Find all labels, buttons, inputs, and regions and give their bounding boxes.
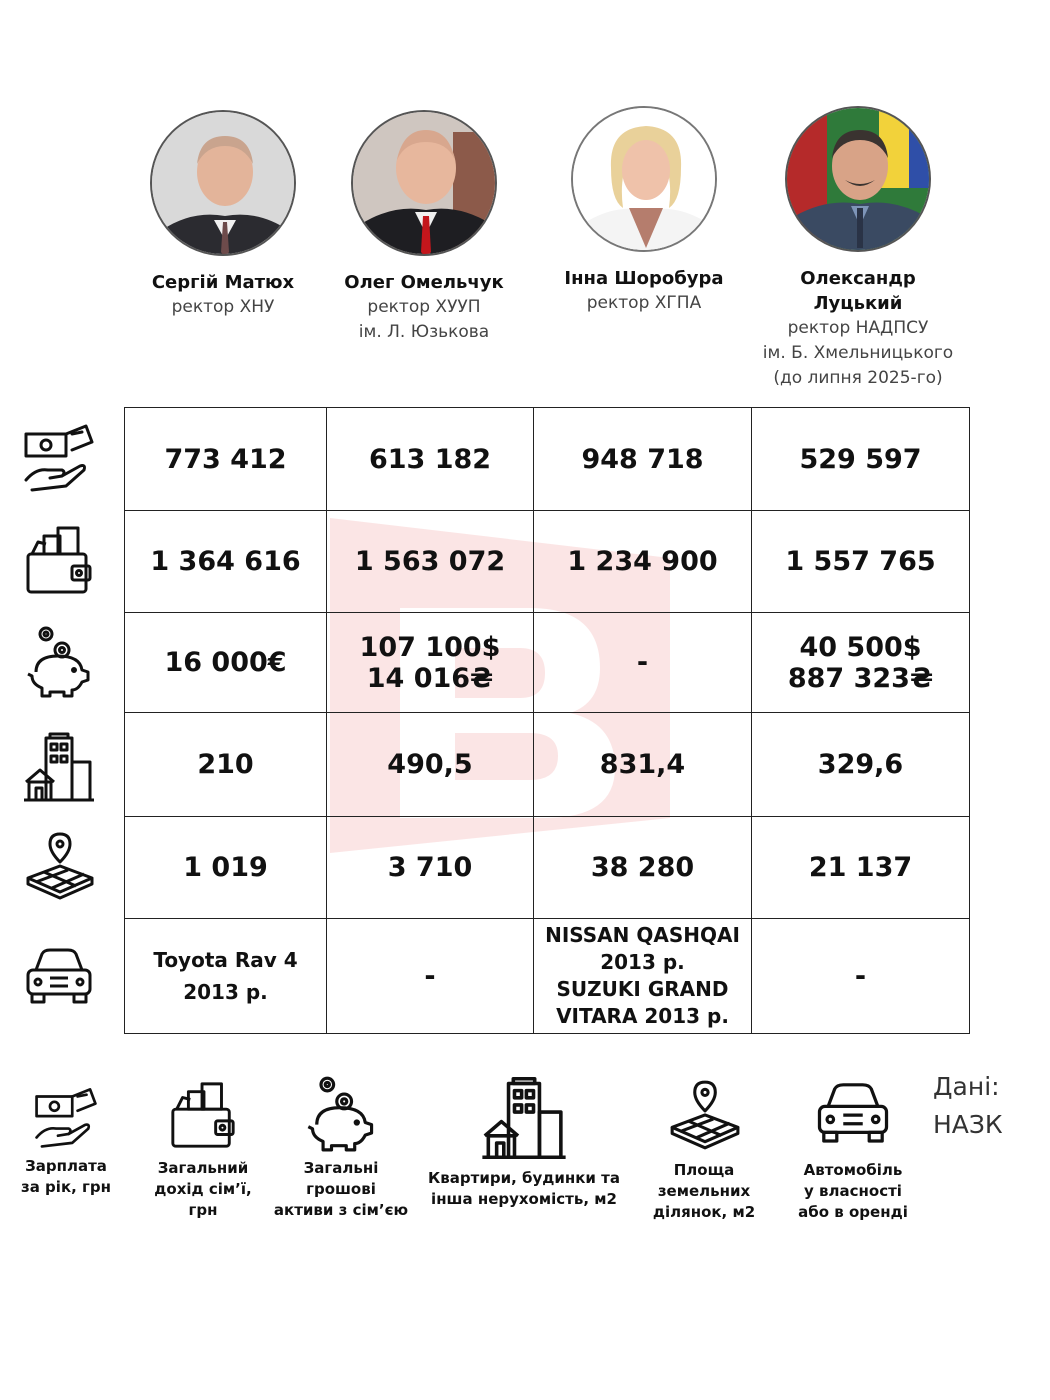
person-name: Олександр [800, 268, 916, 289]
legend-monetary-assets [268, 1074, 414, 1221]
table-cell [752, 613, 970, 713]
person-name: Інна Шоробура [564, 268, 724, 289]
cell-line: VITARA 2013 р. [556, 1004, 729, 1028]
cell-line: Toyota Rav 4 [153, 948, 298, 972]
cell-line: - [424, 960, 436, 992]
wallet-icon [22, 524, 96, 598]
avatar [571, 106, 717, 252]
cell-line: NISSAN QASHQAI [545, 923, 740, 947]
legend-real-estate [426, 1074, 622, 1210]
table-cell: 613 182 [327, 408, 534, 511]
legend-family-income [140, 1080, 266, 1221]
table-cell [534, 919, 752, 1034]
cell-line: 16 000€ [164, 647, 287, 678]
cell-line: 2013 р. [183, 980, 268, 1004]
person-role-line2: ім. Б. Хмельницького [762, 343, 954, 363]
cell-line: - [854, 960, 867, 992]
legend-vehicle [796, 1074, 910, 1223]
car-icon [22, 940, 96, 1014]
table-cell: 1 234 900 [534, 511, 752, 613]
person-shorobura [554, 106, 734, 316]
table-cell: 1 019 [125, 817, 327, 919]
table-cell: 38 280 [534, 817, 752, 919]
declarations-table [124, 407, 970, 1034]
cell-line: 887 323₴ [787, 662, 934, 694]
legend-salary [14, 1084, 118, 1198]
cell-line: 40 500$ [799, 631, 922, 663]
table-cell: 210 [125, 713, 327, 817]
table-cell [327, 613, 534, 713]
wallet-icon [167, 1080, 239, 1152]
person-role: ректор ХУУП [367, 297, 481, 317]
piggy-bank-icon [302, 1074, 380, 1152]
table-cell: 831,4 [534, 713, 752, 817]
cell-line: - [636, 647, 649, 678]
table-row-family-income [125, 511, 970, 613]
cell-line: 2013 р. [600, 950, 685, 974]
legend-land-area [626, 1078, 782, 1223]
data-source [933, 1068, 1003, 1144]
legend-label: Площа земельних ділянок, м2 [652, 1161, 756, 1221]
avatar [785, 106, 931, 252]
land-plot-icon [666, 1078, 742, 1154]
person-omelchuk [334, 110, 514, 345]
salary-icon [33, 1084, 99, 1150]
source-label: Дані: [933, 1072, 1000, 1101]
person-name: Сергій Матюх [151, 272, 295, 293]
table-cell: 773 412 [125, 408, 327, 511]
person-role-line2: ім. Л. Юзькова [358, 322, 490, 342]
table-row-vehicles [125, 919, 970, 1034]
table-row-salary [125, 408, 970, 511]
person-role-line3: (до липня 2025-го) [773, 368, 943, 388]
table-cell: 1 364 616 [125, 511, 327, 613]
table-cell: 529 597 [752, 408, 970, 511]
table-row-land-area [125, 817, 970, 919]
table-cell [752, 919, 970, 1034]
person-name-line2: Луцький [813, 293, 903, 314]
avatar [150, 110, 296, 256]
table-row-monetary-assets [125, 613, 970, 713]
person-role: ректор НАДПСУ [787, 318, 929, 338]
table-cell [534, 613, 752, 713]
table-cell: 21 137 [752, 817, 970, 919]
cell-line: SUZUKI GRAND [556, 977, 729, 1001]
piggy-bank-icon [22, 624, 96, 698]
salary-icon [22, 420, 96, 494]
buildings-icon [22, 730, 96, 804]
table-cell: 1 557 765 [752, 511, 970, 613]
buildings-icon [480, 1074, 568, 1162]
table-cell: 1 563 072 [327, 511, 534, 613]
table-cell: 490,5 [327, 713, 534, 817]
land-plot-icon [22, 830, 96, 904]
table-cell [125, 613, 327, 713]
table-cell [125, 919, 327, 1034]
person-role: ректор ХНУ [171, 297, 275, 317]
car-icon [809, 1074, 897, 1154]
person-name: Олег Омельчук [344, 272, 504, 293]
table-cell: 329,6 [752, 713, 970, 817]
person-role: ректор ХГПА [586, 293, 702, 313]
legend-label: Загальні грошові активи з сім’єю [273, 1159, 409, 1219]
table-row-real-estate [125, 713, 970, 817]
legend-label: Квартири, будинки та інша нерухомість, м2 [428, 1169, 620, 1208]
cell-line: 107 100$ [359, 631, 501, 663]
person-matiukh [133, 110, 313, 320]
legend-label: Автомобіль у власності або в оренді [798, 1161, 908, 1221]
table-cell [327, 919, 534, 1034]
legend-label: Загальний дохід сім’ї, грн [154, 1159, 252, 1219]
avatar [351, 110, 497, 256]
table-cell: 948 718 [534, 408, 752, 511]
source-value: НАЗК [933, 1110, 1003, 1139]
legend-label: Зарплата за рік, грн [21, 1157, 111, 1196]
person-lutskyi [758, 106, 958, 391]
table-cell: 3 710 [327, 817, 534, 919]
cell-line: 14 016₴ [366, 662, 494, 694]
